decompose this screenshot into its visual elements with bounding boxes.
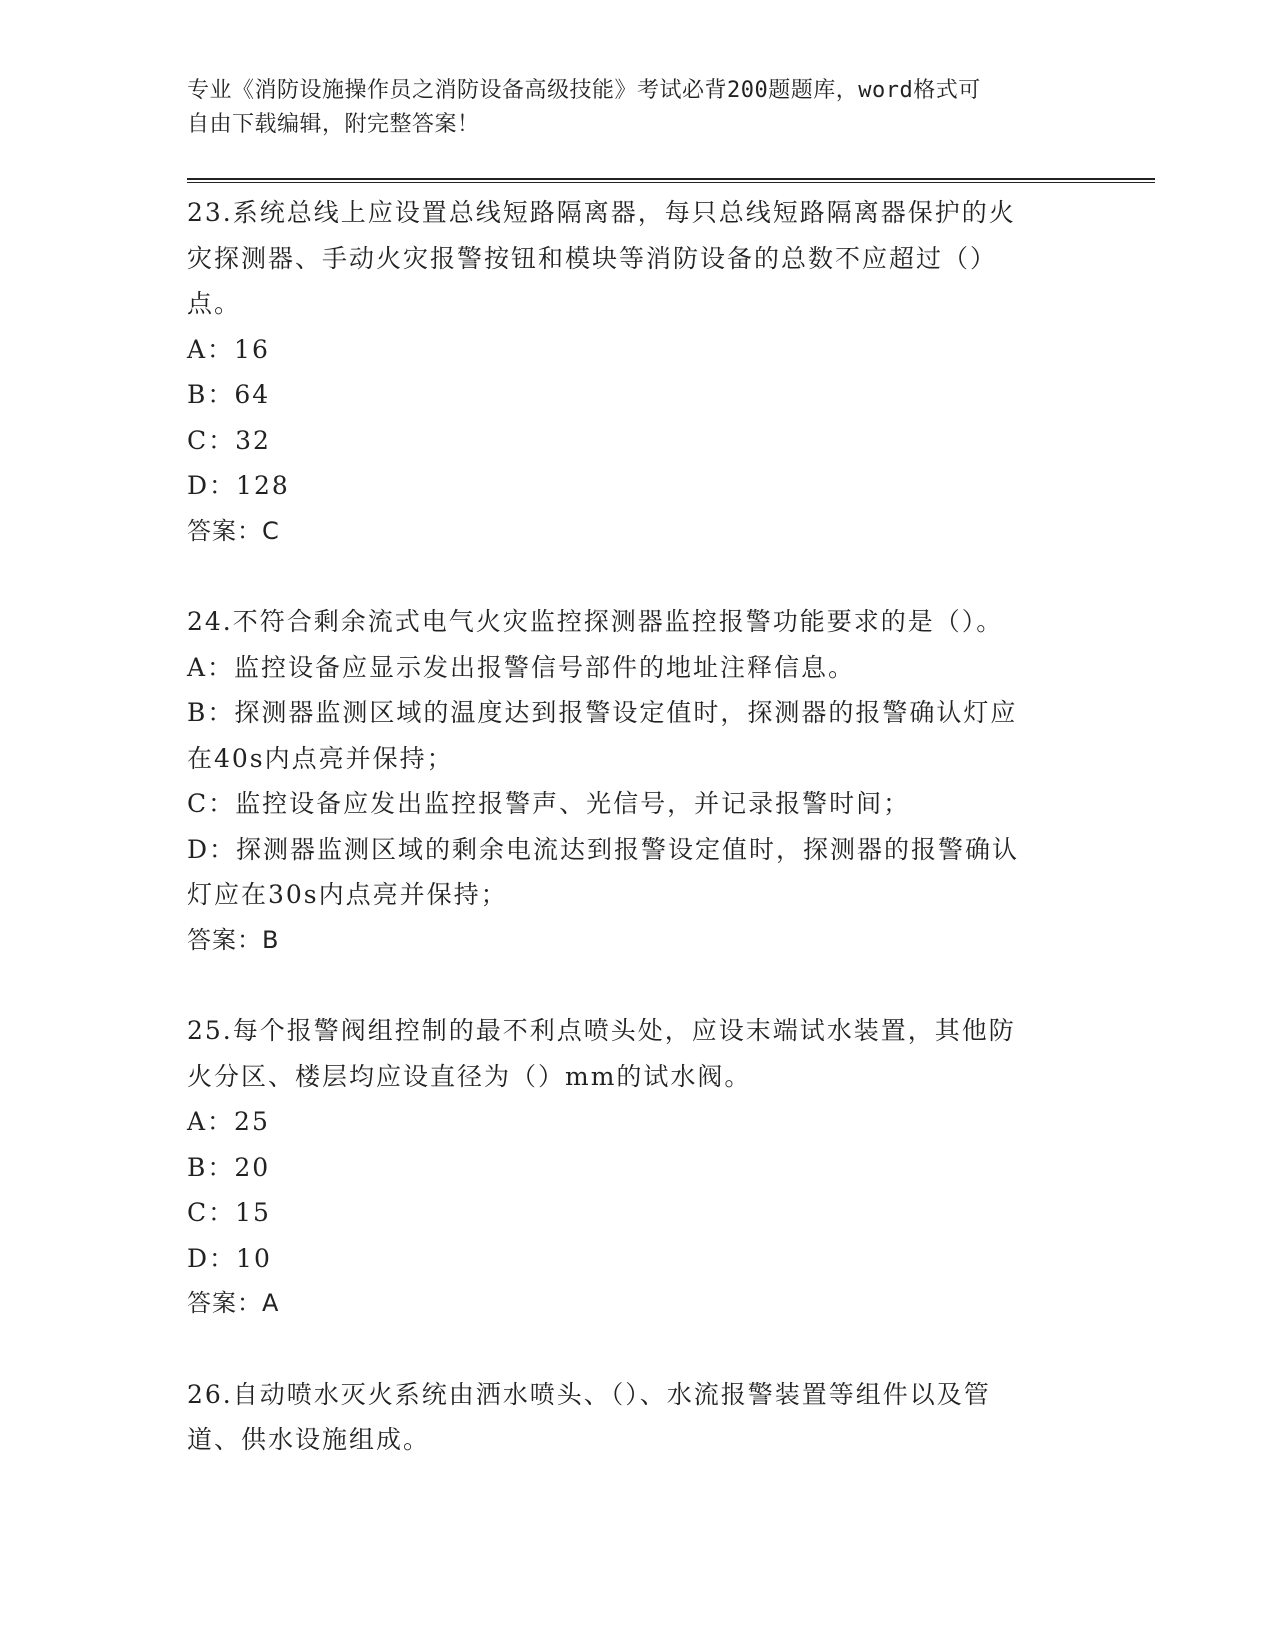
option-a: A：监控设备应显示发出报警信号部件的地址注释信息。: [187, 652, 856, 682]
header-divider-thin: [187, 182, 1155, 183]
option-d-continued: 灯应在30s内点亮并保持；: [187, 880, 508, 909]
option-a: A：16: [187, 334, 270, 364]
question-23: [187, 190, 1067, 554]
question-line: 23.系统总线上应设置总线短路隔离器，每只总线短路隔离器保护的火: [187, 198, 1016, 227]
question-line: 点。: [187, 289, 242, 318]
question-line: 24.不符合剩余流式电气火灾监控探测器监控报警功能要求的是（）。: [187, 607, 1004, 636]
question-25: [187, 1008, 1067, 1327]
option-b: B：探测器监测区域的温度达到报警设定值时，探测器的报警确认灯应: [187, 698, 1018, 727]
question-line: 灾探测器、手动火灾报警按钮和模块等消防设备的总数不应超过（）: [187, 243, 998, 273]
option-d: D：128: [187, 471, 290, 500]
question-line: 道、供水设施组成。: [187, 1425, 431, 1454]
option-b: B：20: [187, 1152, 271, 1182]
option-b-continued: 在40s内点亮并保持；: [187, 743, 454, 773]
option-c: C：32: [187, 425, 271, 455]
option-d: D：探测器监测区域的剩余电流达到报警设定值时，探测器的报警确认: [187, 834, 1020, 864]
option-c: C：监控设备应发出监控报警声、光信号，并记录报警时间；: [187, 789, 911, 818]
header-divider: [187, 178, 1155, 180]
question-spacer: [187, 554, 1067, 599]
question-line: 火分区、楼层均应设直径为（）mm的试水阀。: [187, 1061, 752, 1091]
option-a: A：25: [187, 1107, 270, 1136]
question-list: [187, 190, 1067, 1463]
header-line: 专业《消防设施操作员之消防设备高级技能》考试必背200题题库，word格式可: [187, 78, 981, 103]
option-b: B：64: [187, 380, 271, 409]
question-26: [187, 1372, 1067, 1463]
question-stem: [187, 190, 1067, 327]
question-stem: [187, 599, 1067, 645]
question-spacer: [187, 963, 1067, 1008]
header-line: 自由下载编辑，附完整答案！: [187, 112, 480, 137]
question-line: 25.每个报警阀组控制的最不利点喷头处，应设末端试水装置，其他防: [187, 1016, 1016, 1045]
question-spacer: [187, 1327, 1067, 1372]
option-c: C：15: [187, 1198, 271, 1227]
option-d: D：10: [187, 1243, 272, 1273]
answer-line: 答案：C: [187, 516, 280, 545]
question-line: 26.自动喷水灭火系统由洒水喷头、（）、水流报警装置等组件以及管: [187, 1379, 991, 1409]
answer-line: 答案：A: [187, 1289, 280, 1317]
question-stem: [187, 1008, 1067, 1099]
question-stem: [187, 1372, 1067, 1463]
document-header: [187, 74, 1067, 142]
answer-line: 答案：B: [187, 925, 280, 954]
question-24: [187, 599, 1067, 963]
